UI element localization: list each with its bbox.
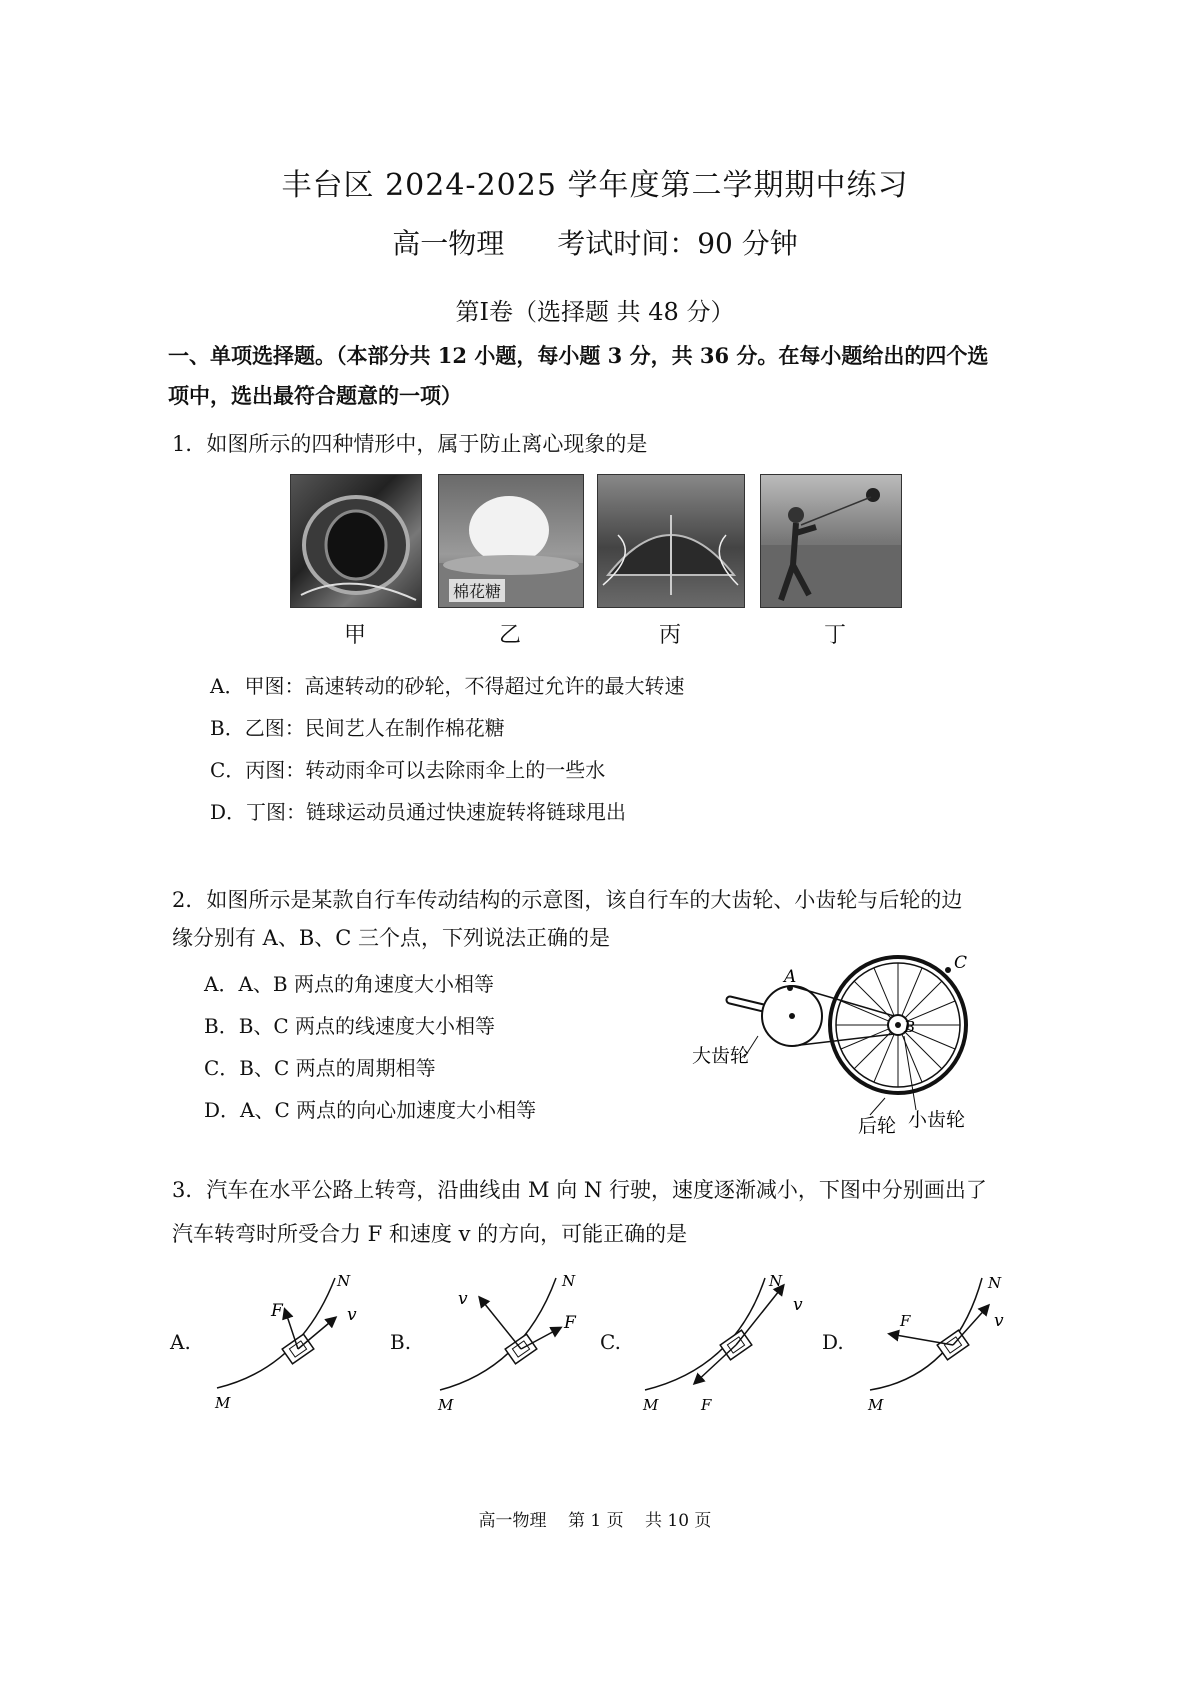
label-f: F (564, 1313, 576, 1333)
q2-option-b: B．B、C 两点的线速度大小相等 (204, 1014, 496, 1038)
page-footer (0, 1506, 1190, 1531)
q2-option-a: A．A、B 两点的角速度大小相等 (204, 972, 494, 996)
subject-label: 高一物理 (392, 227, 505, 260)
label-point-b: B (904, 1018, 916, 1036)
footer-subject: 高一物理 (478, 1511, 547, 1531)
label-n: N (337, 1272, 351, 1290)
q2-option-d: D．A、C 两点的向心加速度大小相等 (204, 1098, 537, 1122)
label-f: F (701, 1396, 712, 1414)
label-point-c: C (954, 953, 968, 973)
q3-diagram-a (205, 1268, 385, 1418)
part-heading: 第Ⅰ卷（选择题 共 48 分） (455, 298, 735, 326)
q2-stem-line2: 缘分别有 A、B、C 三个点，下列说法正确的是 (172, 926, 611, 950)
exam-title: 丰台区 2024-2025 学年度第二学期期中练习 (281, 168, 909, 203)
section-heading-line2: 项中，选出最符合题意的一项） (168, 383, 462, 408)
footer-page: 第 1 页 (567, 1511, 624, 1531)
q1-stem: 1．如图所示的四种情形中，属于防止离心现象的是 (172, 432, 648, 456)
section-heading-line1: 一、单项选择题。（本部分共 12 小题，每小题 3 分，共 36 分。在每小题给出的四个选 (168, 343, 989, 368)
q3-choice-c-label: C. (600, 1330, 621, 1354)
photo-hammer-throw (760, 474, 902, 608)
label-v: v (994, 1311, 1004, 1331)
exam-subtitle (0, 222, 1190, 262)
q3-stem-line1: 3．汽车在水平公路上转弯，沿曲线由 M 向 N 行驶，速度逐渐减小，下图中分别画出了 (172, 1178, 987, 1202)
q3-diagram-d (860, 1268, 1050, 1418)
label-v: v (793, 1295, 803, 1315)
label-n: N (562, 1272, 576, 1290)
q3-diagram-b (428, 1268, 608, 1418)
label-n: N (988, 1274, 1002, 1292)
q3-stem-line2: 汽车转弯时所受合力 F 和速度 v 的方向，可能正确的是 (172, 1222, 688, 1246)
caption-yi: 乙 (498, 623, 521, 648)
label-big-gear: 大齿轮 (692, 1045, 750, 1067)
label-f: F (900, 1312, 911, 1330)
q1-option-c: C．丙图：转动雨伞可以去除雨伞上的一些水 (210, 758, 606, 782)
bicycle-transmission-diagram (680, 950, 980, 1140)
label-m: M (215, 1394, 231, 1412)
q2-stem-line1: 2．如图所示是某款自行车传动结构的示意图，该自行车的大齿轮、小齿轮与后轮的边 (172, 888, 963, 912)
label-n: N (769, 1272, 783, 1290)
label-v: v (458, 1289, 468, 1309)
footer-total: 共 10 页 (644, 1511, 712, 1531)
label-rear-wheel: 后轮 (858, 1115, 897, 1137)
q3-choice-a-label: A. (170, 1330, 191, 1354)
q1-option-b: B．乙图：民间艺人在制作棉花糖 (210, 716, 505, 740)
photo-umbrella (597, 474, 745, 608)
photo-cotton-candy (438, 474, 584, 608)
label-m: M (643, 1396, 659, 1414)
caption-bing: 丙 (658, 623, 681, 648)
label-small-gear: 小齿轮 (908, 1109, 966, 1131)
caption-jia: 甲 (343, 623, 366, 648)
q1-option-d: D．丁图：链球运动员通过快速旋转将链球甩出 (210, 800, 627, 824)
label-f: F (271, 1301, 283, 1321)
label-m: M (868, 1396, 884, 1414)
q3-choice-d-label: D. (822, 1330, 844, 1354)
label-point-a: A (784, 967, 797, 987)
q2-option-c: C．B、C 两点的周期相等 (204, 1056, 436, 1080)
q3-choice-b-label: B. (390, 1330, 412, 1354)
caption-ding: 丁 (823, 623, 846, 648)
exam-time: 考试时间：90 分钟 (557, 227, 798, 260)
q1-option-a: A．甲图：高速转动的砂轮，不得超过允许的最大转速 (210, 674, 685, 698)
photo-overlay-text: 棉花糖 (449, 579, 505, 602)
label-v: v (347, 1305, 357, 1325)
q3-diagram-c (635, 1268, 825, 1418)
photo-grinding-wheel (290, 474, 422, 608)
label-m: M (438, 1396, 454, 1414)
